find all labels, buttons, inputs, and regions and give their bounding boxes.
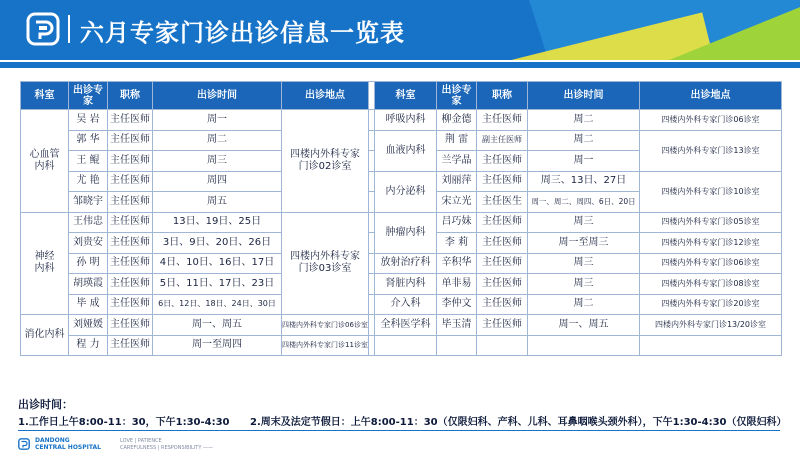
clinic-time: 周一、周二、周四、6日、20日 <box>528 192 640 213</box>
doctor-rank: 主任医师 <box>108 253 153 274</box>
doctor-rank: 主任医师 <box>477 315 528 336</box>
doctor-name: 孙 明 <box>69 253 108 274</box>
slogan-line-1: LOVE | PATIENCE <box>120 438 162 444</box>
clinic-time: 3日、9日、20日、26日 <box>153 233 282 254</box>
doctor-name: 毕 成 <box>69 294 108 315</box>
location-cardio: 四楼内外科专家门诊02诊室 <box>282 110 369 213</box>
doctor-rank: 主任医师 <box>108 151 153 172</box>
clinic-time: 周一 <box>153 110 282 131</box>
dept-cardio: 心血管内科 <box>21 110 69 213</box>
doctor-name: 刘娅媛 <box>69 315 108 336</box>
doctor-name: 胡瑛霞 <box>69 274 108 295</box>
header-rank: 职称 <box>108 82 153 110</box>
clinic-time: 4日、10日、16日、17日 <box>153 253 282 274</box>
doctor-rank: 主任医师 <box>108 192 153 213</box>
doctor-name: 辛积华 <box>437 253 477 274</box>
header-doctor: 出诊专家 <box>69 82 108 110</box>
doctor-name: 李 莉 <box>437 233 477 254</box>
doctor-rank: 主任医师 <box>108 335 153 356</box>
clinic-time: 13日、19日、25日 <box>153 212 282 233</box>
clinic-time: 周三 <box>153 151 282 172</box>
footer-divider <box>18 430 780 431</box>
clinic-time: 周四 <box>153 171 282 192</box>
table-row <box>21 110 782 131</box>
clinic-time: 周一至周三 <box>528 233 640 254</box>
doctor-name: 程 力 <box>69 335 108 356</box>
header-rank-right: 职称 <box>477 82 528 110</box>
doctor-name: 王 鲲 <box>69 151 108 172</box>
logo-separator <box>68 15 70 43</box>
page-title: 六月专家门诊出诊信息一览表 <box>80 19 405 47</box>
dept-respiratory: 呼吸内科 <box>375 110 437 131</box>
clinic-location: 四楼内外科专家门诊13诊室 <box>640 130 782 171</box>
doctor-name: 毕玉清 <box>437 315 477 336</box>
table-row <box>21 212 782 233</box>
table-row <box>21 315 782 336</box>
empty-cell <box>528 335 640 356</box>
doctor-rank: 主任医师 <box>477 110 528 131</box>
clinic-time: 5日、11日、17日、23日 <box>153 274 282 295</box>
clinic-time: 周二 <box>528 294 640 315</box>
clinic-time: 周二 <box>153 130 282 151</box>
clinic-location: 四楼内外科专家门诊20诊室 <box>640 294 782 315</box>
footer-weekday-hours: 1.工作日上午8:00-11：30，下午1:30-4:30 <box>18 417 230 428</box>
doctor-rank: 主任医师 <box>108 315 153 336</box>
clinic-time: 周三 <box>528 212 640 233</box>
doctor-name: 郭 华 <box>69 130 108 151</box>
table-row <box>21 335 782 356</box>
header-banner <box>0 0 800 60</box>
doctor-rank: 主任医师 <box>108 274 153 295</box>
doctor-name: 吕巧妹 <box>437 212 477 233</box>
doctor-rank: 副主任医师 <box>477 130 528 151</box>
doctor-name: 刘贵安 <box>69 233 108 254</box>
clinic-location: 四楼内外科专家门诊12诊室 <box>640 233 782 254</box>
dept-hematology: 血液内科 <box>375 130 437 171</box>
dept-nephrology: 肾脏内科 <box>375 274 437 295</box>
doctor-name: 柳金德 <box>437 110 477 131</box>
dept-oncology: 肿瘤内科 <box>375 212 437 253</box>
table-row <box>21 294 782 315</box>
table-row <box>21 171 782 192</box>
doctor-rank: 主任医师 <box>108 212 153 233</box>
clinic-time: 6日、12日、18日、24日、30日 <box>153 294 282 315</box>
slogan-line-2: CAREFULNESS | RESPONSIBILITY —— <box>120 445 213 451</box>
brand-text <box>35 437 101 451</box>
doctor-name: 刘丽萍 <box>437 171 477 192</box>
clinic-location: 四楼内外科专家门诊06诊室 <box>640 253 782 274</box>
footer-weekend-hours: 2.周末及法定节假日：上午8:00-11：30（仅限妇科、产科、儿科、耳鼻咽喉头颈外科），下午1:30-4:30（仅限妇科） <box>250 417 787 428</box>
column-gap <box>369 151 375 172</box>
doctor-rank: 主任医师 <box>477 212 528 233</box>
dept-gastro: 消化内科 <box>21 315 69 356</box>
schedule-table <box>20 81 782 356</box>
doctor-rank: 主任医师 <box>477 151 528 172</box>
clinic-location: 四楼内外科专家门诊08诊室 <box>640 274 782 295</box>
doctor-rank: 主任医师 <box>477 274 528 295</box>
table-row <box>21 274 782 295</box>
doctor-name: 兰学晶 <box>437 151 477 172</box>
empty-cell <box>437 335 477 356</box>
empty-cell <box>375 335 437 356</box>
doctor-rank: 主任医师 <box>108 110 153 131</box>
table-header-row <box>21 82 782 110</box>
column-gap <box>369 233 375 254</box>
location-gastro-1: 四楼内外科专家门诊06诊室 <box>282 315 369 336</box>
title-underline <box>0 62 800 68</box>
empty-cell <box>640 335 782 356</box>
clinic-time: 周五 <box>153 192 282 213</box>
doctor-name: 尤 艳 <box>69 171 108 192</box>
clinic-time: 周二 <box>528 110 640 131</box>
clinic-location: 四楼内外科专家门诊13/20诊室 <box>640 315 782 336</box>
header-location-right: 出诊地点 <box>640 82 782 110</box>
doctor-name: 吴 岩 <box>69 110 108 131</box>
hospital-slogan <box>120 438 213 452</box>
doctor-rank: 主任医师 <box>108 233 153 254</box>
doctor-name: 荆 雷 <box>437 130 477 151</box>
table-row <box>21 253 782 274</box>
dept-radiotherapy: 放射治疗科 <box>375 253 437 274</box>
clinic-time: 周二 <box>528 130 640 151</box>
column-gap <box>369 192 375 213</box>
doctor-rank: 主任医师 <box>108 171 153 192</box>
clinic-time: 周三 <box>528 274 640 295</box>
location-neuro: 四楼内外科专家门诊03诊室 <box>282 212 369 315</box>
dept-neuro: 神经内科 <box>21 212 69 315</box>
clinic-location: 四楼内外科专家门诊05诊室 <box>640 212 782 233</box>
brand-line-2: CENTRAL HOSPITAL <box>35 444 101 451</box>
doctor-name: 邹晓宇 <box>69 192 108 213</box>
location-gastro-2: 四楼内外科专家门诊11诊室 <box>282 335 369 356</box>
footer-label: 出诊时间： <box>18 398 73 411</box>
dept-interventional: 介入科 <box>375 294 437 315</box>
footer-brand <box>18 437 101 451</box>
header-dept: 科室 <box>21 82 69 110</box>
doctor-name: 王伟忠 <box>69 212 108 233</box>
clinic-location: 四楼内外科专家门诊06诊室 <box>640 110 782 131</box>
header-time: 出诊时间 <box>153 82 282 110</box>
clinic-location: 四楼内外科专家门诊10诊室 <box>640 171 782 212</box>
brand-line-1: DANDONG <box>35 437 70 444</box>
header-time-right: 出诊时间 <box>528 82 640 110</box>
clinic-time: 周一至周四 <box>153 335 282 356</box>
clinic-time: 周一、周五 <box>153 315 282 336</box>
header-doctor-right: 出诊专家 <box>437 82 477 110</box>
doctor-rank: 主任医师 <box>477 233 528 254</box>
doctor-rank: 主任医师 <box>477 171 528 192</box>
header-location: 出诊地点 <box>282 82 369 110</box>
header-dept-right: 科室 <box>375 82 437 110</box>
doctor-rank: 主任医师 <box>108 130 153 151</box>
hospital-logo-small-icon <box>18 438 30 450</box>
doctor-name: 单非易 <box>437 274 477 295</box>
doctor-rank: 主任医师 <box>477 294 528 315</box>
clinic-time: 周三 <box>528 253 640 274</box>
empty-cell <box>477 335 528 356</box>
doctor-rank: 主任医师 <box>108 294 153 315</box>
doctor-name: 李仲文 <box>437 294 477 315</box>
doctor-name: 宋立光 <box>437 192 477 213</box>
dept-general-practice: 全科医学科 <box>375 315 437 336</box>
doctor-rank: 主任医师 <box>477 253 528 274</box>
doctor-rank: 主任医生 <box>477 192 528 213</box>
clinic-time: 周一、周五 <box>528 315 640 336</box>
clinic-time: 周一 <box>528 151 640 172</box>
clinic-time: 周三、13日、27日 <box>528 171 640 192</box>
hospital-logo-icon <box>26 12 60 46</box>
table-row <box>21 130 782 151</box>
dept-endocrinology: 内分泌科 <box>375 171 437 212</box>
